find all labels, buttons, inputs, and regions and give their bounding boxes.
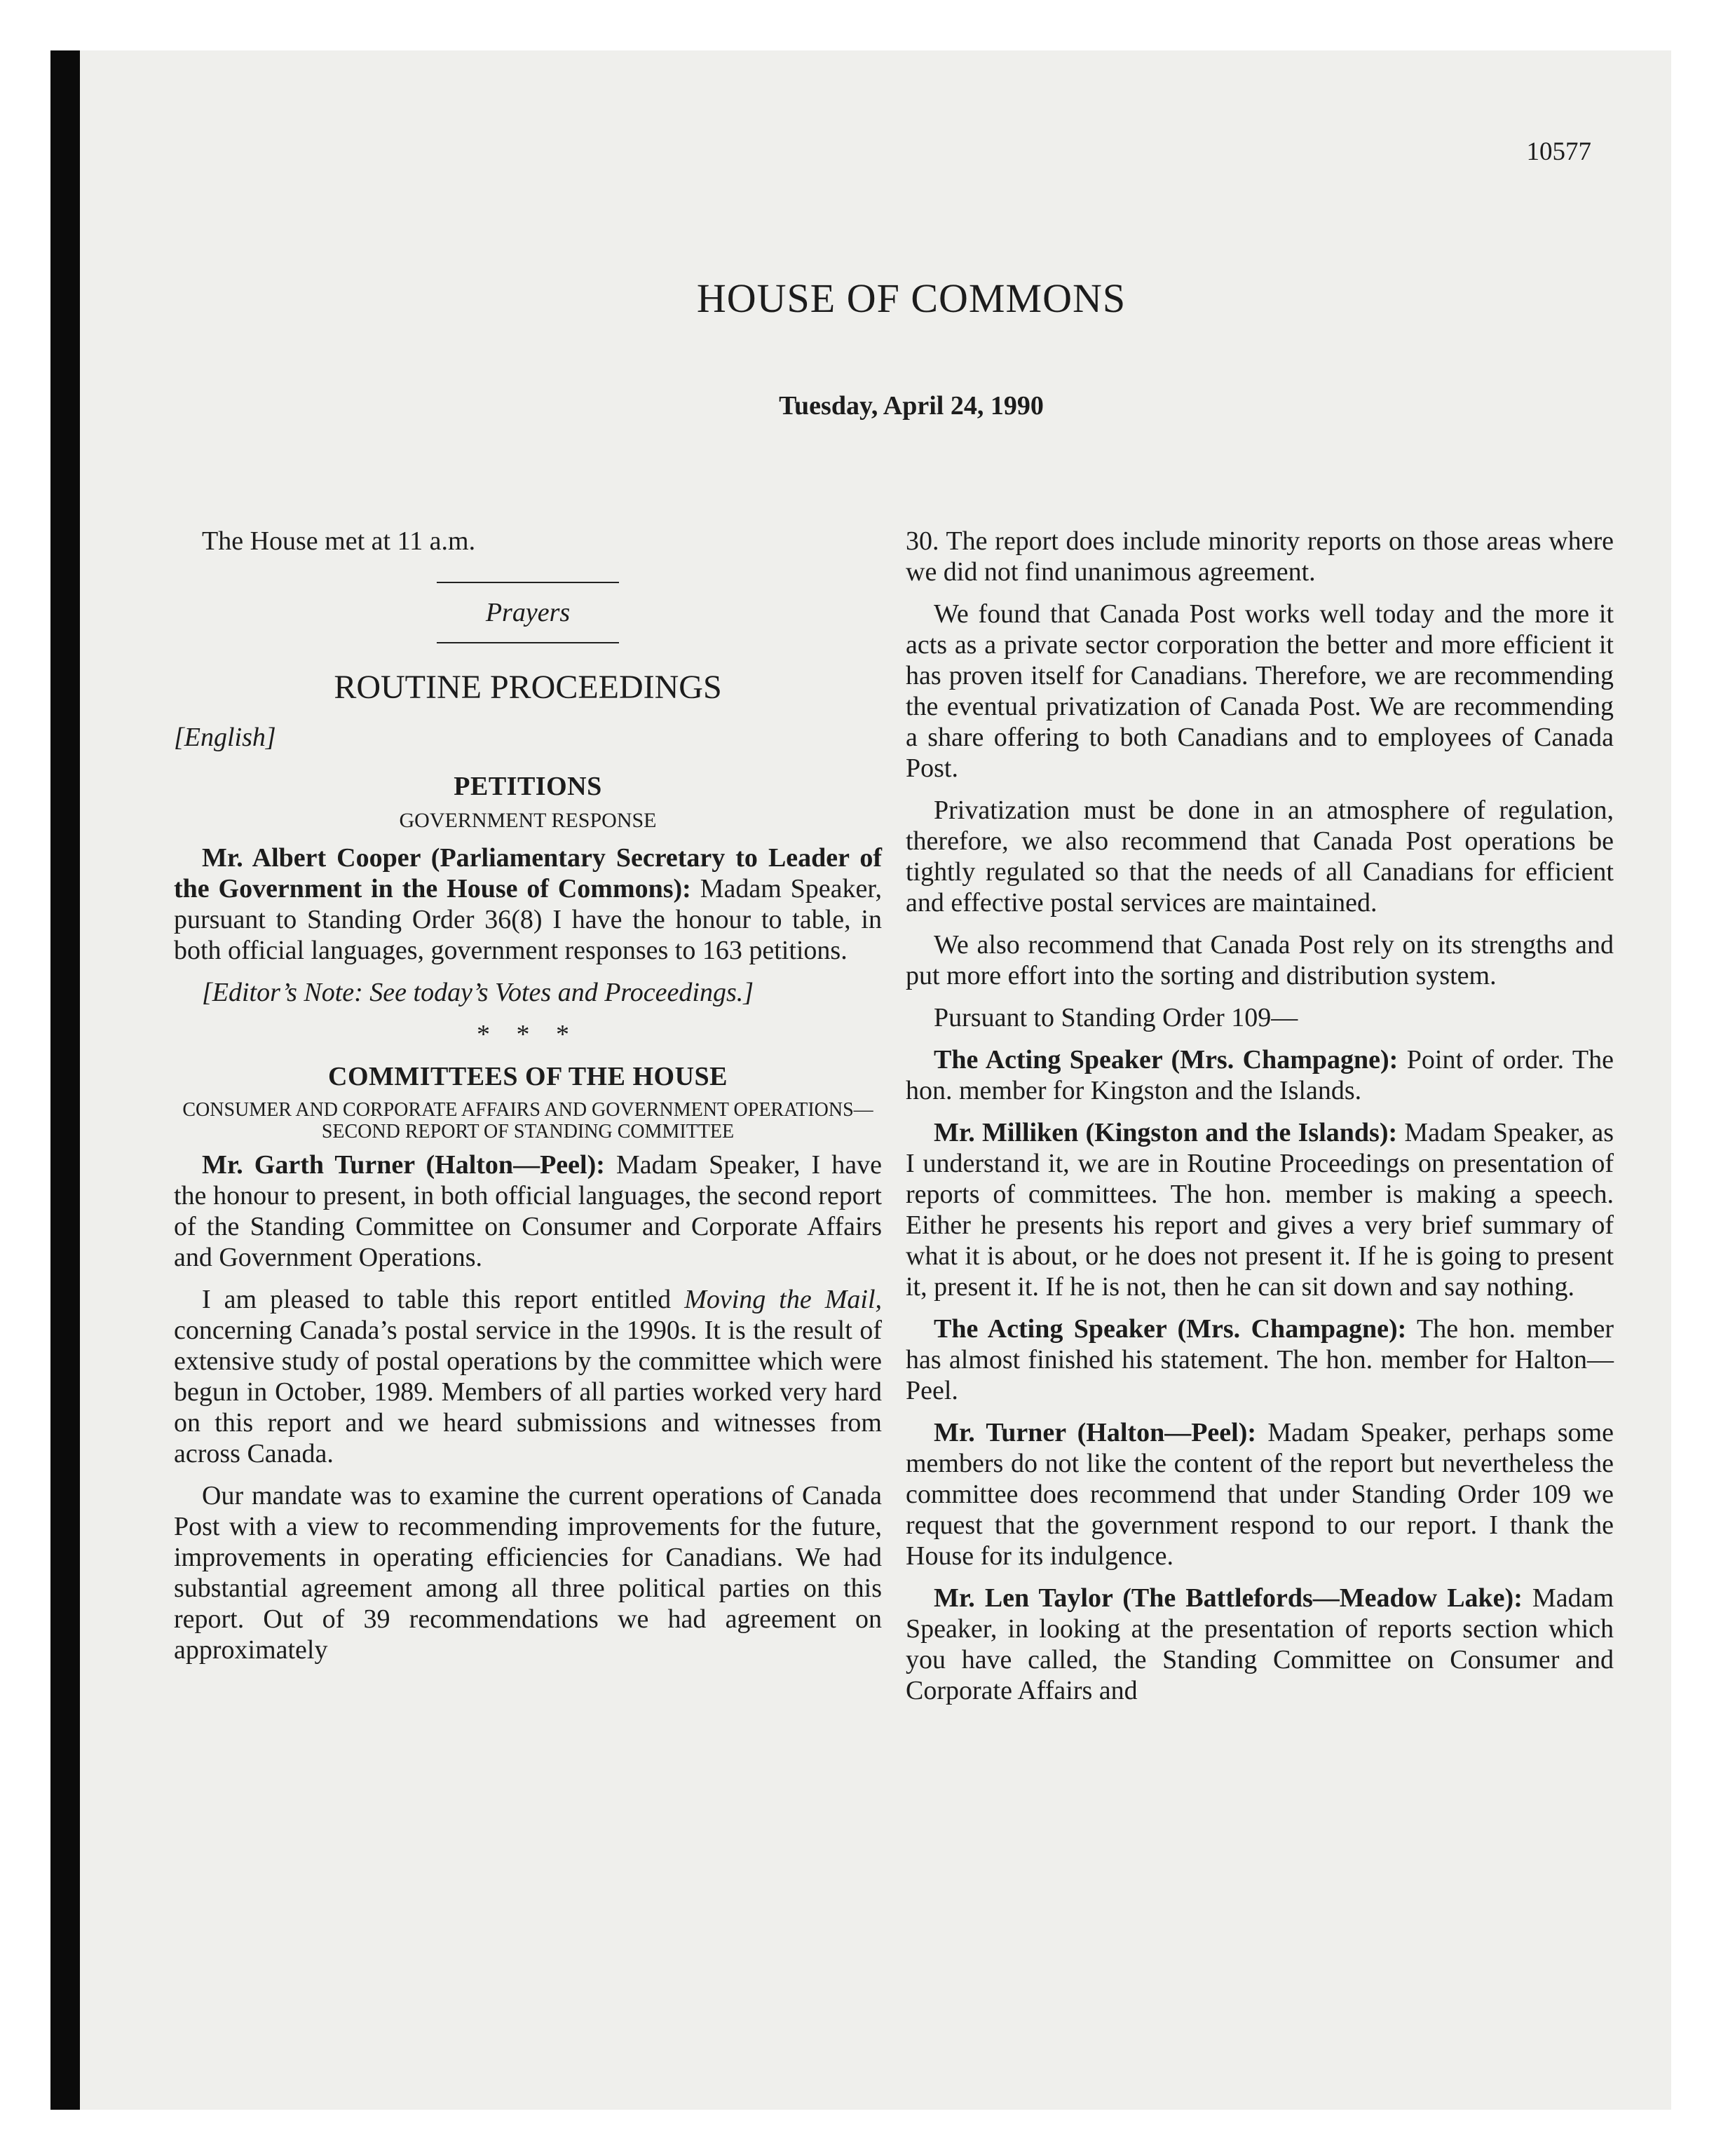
speaker-name: Mr. Milliken (Kingston and the Islands): — [934, 1118, 1398, 1147]
table-report-paragraph — [174, 1284, 882, 1469]
language-tag: [English] — [174, 723, 276, 752]
statement-text: Madam Speaker, as I understand it, we are in Routine Proceedings on presentation of reports of committees. The hon. member is making a speech. Either he presents his report and gives a very brief summary of what it is about, or he does not present it. If he is going to present it, present it. If he is not, then he can sit down and say nothing. — [906, 1118, 1614, 1302]
statement-text: Point of order. The hon. member for Kingston and the Islands. — [906, 1045, 1614, 1105]
statement-text: Madam Speaker, I have the honour to present, in both official languages, the second report of the Standing Committee on Consumer and Corporate Affairs and Government Operations. — [174, 1150, 882, 1272]
continuation-paragraph: 30. The report does include minority reports on those areas where we did not find unanimous agreement. — [906, 526, 1614, 587]
acting-speaker-statement — [906, 1314, 1614, 1406]
sitting-date: Tuesday, April 24, 1990 — [779, 391, 1044, 421]
taylor-statement — [906, 1583, 1614, 1706]
turner-statement — [174, 1149, 882, 1273]
cooper-statement — [174, 842, 882, 966]
divider-rule — [437, 582, 619, 583]
milliken-statement — [906, 1117, 1614, 1302]
speaker-name: Mr. Albert Cooper (Parliamentary Secretary to Leader of the Government in the House of Commons): — [174, 843, 882, 903]
prayers-heading: Prayers — [485, 598, 571, 627]
paragraph-text: concerning Canada’s postal service in the 1990s. It is the result of extensive study of postal operations by the committee which were begun in October, 1989. Members of all parties worked very hard on this report and we heard submissions and witnesses from across Canada. — [174, 1316, 882, 1468]
speaker-name: Mr. Turner (Halton—Peel): — [934, 1418, 1257, 1447]
acting-speaker-statement — [906, 1044, 1614, 1106]
regulation-paragraph: Privatization must be done in an atmosphere of regulation, therefore, we also recommend that Canada Post operations be tightly regulated so that the needs of all Canadians for efficient and effective postal services are maintained. — [906, 796, 1614, 917]
pursuant-paragraph: Pursuant to Standing Order 109— — [934, 1003, 1298, 1032]
mandate-paragraph: Our mandate was to examine the current operations of Canada Post with a view to recommending improvements for the future, improvements in operating efficiencies for Canadians. We had substantial agreement among all three political parties on this report. Out of 39 recommendations we had agreement on approximately — [174, 1481, 882, 1665]
speaker-name: The Acting Speaker (Mrs. Champagne): — [934, 1045, 1399, 1074]
turner-statement — [906, 1417, 1614, 1571]
routine-proceedings-heading: ROUTINE PROCEEDINGS — [334, 669, 722, 706]
privatization-paragraph: We found that Canada Post works well today and the more it acts as a private sector corporation the better and more efficient it has proven itself for Canadians. Therefore, we are recommending the eventual privatization of Canada Post. We are recommending a share offering to both Canadians and to employees of Canada Post. — [906, 599, 1614, 783]
speaker-name: The Acting Speaker (Mrs. Champagne): — [934, 1314, 1407, 1344]
report-heading: CONSUMER AND CORPORATE AFFAIRS AND GOVERNMENT OPERATIONS—SECOND REPORT OF STANDING COMMITTEE — [182, 1099, 873, 1142]
section-separator: * * * — [477, 1020, 579, 1049]
government-response-heading: GOVERNMENT RESPONSE — [399, 809, 657, 832]
binding-edge — [50, 50, 80, 2110]
right-column — [906, 526, 1614, 1717]
petitions-heading: PETITIONS — [454, 772, 602, 801]
page-number: 10577 — [1526, 137, 1591, 166]
speaker-name: Mr. Len Taylor (The Battlefords—Meadow Lake): — [934, 1583, 1523, 1613]
speaker-name: Mr. Garth Turner (Halton—Peel): — [202, 1150, 605, 1180]
statement-text: The hon. member has almost finished his statement. The hon. member for Halton—Peel. — [906, 1314, 1614, 1405]
sitting-text: The House met at 11 a.m. — [202, 526, 476, 556]
house-title: HOUSE OF COMMONS — [696, 275, 1127, 321]
report-title: Moving the Mail, — [684, 1285, 882, 1314]
statement-text: Madam Speaker, perhaps some members do not like the content of the report but nevertheless the committee does recommend that under Standing Order 109 we request that the government respond to our report. I thank the House for its indulgence. — [906, 1418, 1614, 1571]
statement-text: Madam Speaker, pursuant to Standing Order 36(8) I have the honour to table, in both official languages, government responses to 163 petitions. — [174, 874, 882, 965]
editors-note: [Editor’s Note: See today’s Votes and Proceedings.] — [202, 978, 754, 1007]
divider-rule — [437, 642, 619, 643]
committees-heading: COMMITTEES OF THE HOUSE — [328, 1062, 728, 1091]
strengths-paragraph: We also recommend that Canada Post rely on its strengths and put more effort into the sorting and distribution system. — [906, 930, 1614, 990]
statement-text: Madam Speaker, in looking at the presentation of reports section which you have called, the Standing Committee on Consumer and Corporate Affairs and — [906, 1583, 1614, 1705]
left-column — [174, 526, 882, 1677]
paragraph-text: I am pleased to table this report entitled — [202, 1285, 685, 1314]
